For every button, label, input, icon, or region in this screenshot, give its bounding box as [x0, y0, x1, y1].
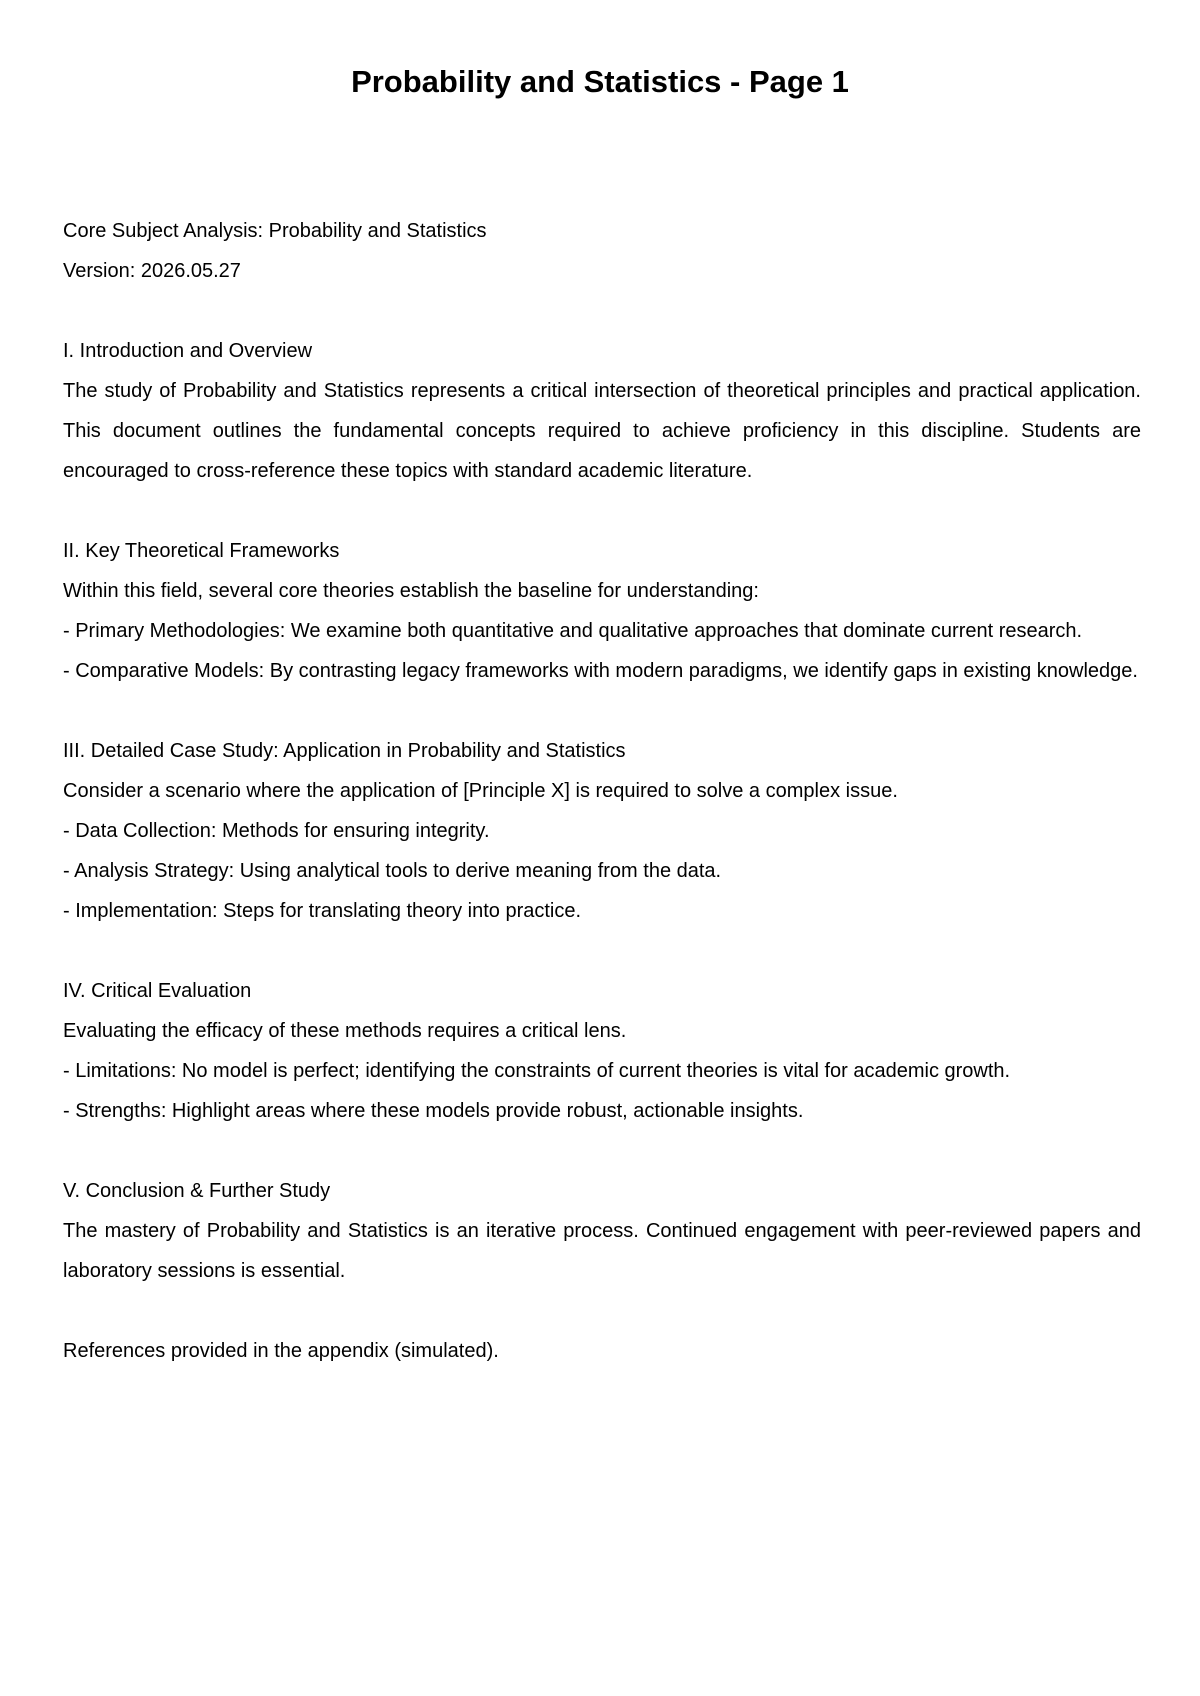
conclusion-paragraph: The mastery of Probability and Statistics is an iterative process. Continued engagement with peer-reviewed papers and laboratory sessions is essential. — [63, 1220, 1141, 1282]
section-heading-case-study: III. Detailed Case Study: Application in Probability and Statistics — [63, 740, 626, 762]
spacer — [63, 291, 1141, 331]
references-note: References provided in the appendix (simulated). — [63, 1340, 499, 1362]
section-heading-conclusion: V. Conclusion & Further Study — [63, 1180, 331, 1202]
spacer — [63, 1131, 1141, 1171]
subject-line: Core Subject Analysis: Probability and Statistics — [63, 220, 487, 242]
list-item: - Data Collection: Methods for ensuring integrity. — [63, 820, 490, 842]
spacer — [63, 691, 1141, 731]
page-title: Probability and Statistics - Page 1 — [351, 64, 849, 99]
spacer — [63, 491, 1141, 531]
list-item: - Primary Methodologies: We examine both quantitative and qualitative approaches that dominate current research. — [63, 620, 1083, 642]
evaluation-lead: Evaluating the efficacy of these methods requires a critical lens. — [63, 1020, 627, 1042]
spacer — [63, 1291, 1141, 1331]
list-item: - Implementation: Steps for translating theory into practice. — [63, 900, 582, 922]
list-item: - Comparative Models: By contrasting legacy frameworks with modern paradigms, we identify gaps in existing knowledge. — [63, 660, 1138, 682]
introduction-paragraph: The study of Probability and Statistics represents a critical intersection of theoretical principles and practical application. This document outlines the fundamental concepts required to achieve proficiency in this discipline. Students are encouraged to cross-reference these topics with standard academic literature. — [63, 380, 1141, 482]
spacer — [63, 931, 1141, 971]
version-line: Version: 2026.05.27 — [63, 260, 241, 282]
list-item: - Strengths: Highlight areas where these models provide robust, actionable insights. — [63, 1100, 804, 1122]
section-heading-evaluation: IV. Critical Evaluation — [63, 980, 252, 1002]
list-item: - Limitations: No model is perfect; identifying the constraints of current theories is vital for academic growth. — [63, 1060, 1011, 1082]
list-item: - Analysis Strategy: Using analytical tools to derive meaning from the data. — [63, 860, 722, 882]
case-study-lead: Consider a scenario where the application of [Principle X] is required to solve a complex issue. — [63, 780, 898, 802]
section-heading-introduction: I. Introduction and Overview — [63, 340, 313, 362]
frameworks-lead: Within this field, several core theories establish the baseline for understanding: — [63, 580, 759, 602]
section-heading-frameworks: II. Key Theoretical Frameworks — [63, 540, 340, 562]
document-body — [63, 211, 1141, 1371]
